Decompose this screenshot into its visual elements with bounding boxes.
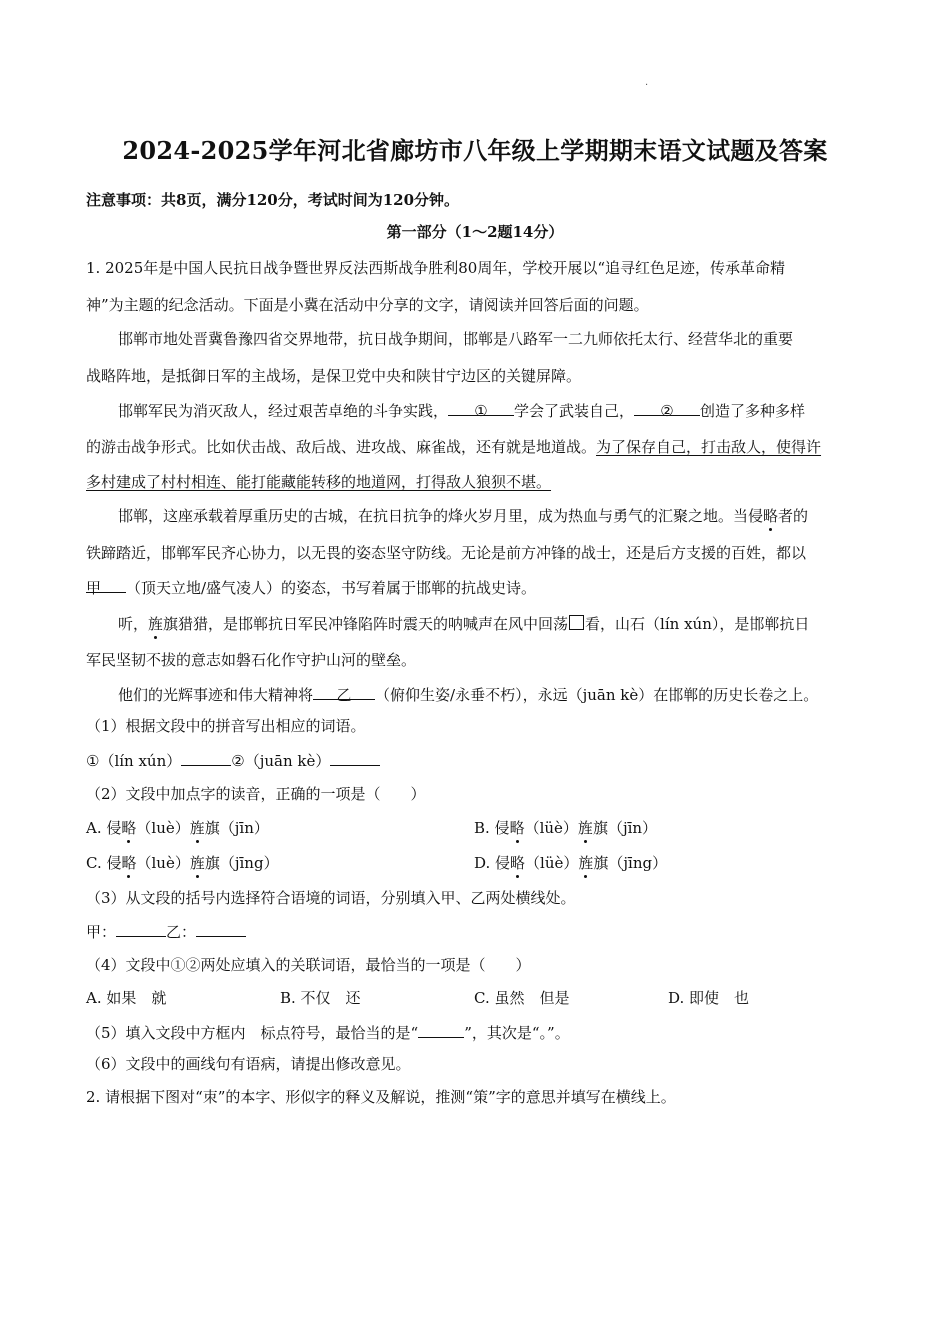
- dotted-char-jing: 旌: [148, 615, 164, 633]
- subq-2: （2）文段中加点字的读音，正确的一项是（ ）: [86, 785, 426, 803]
- subq-2-option-b: B. 侵略（lüè）旌旗（jīn）: [474, 819, 658, 837]
- passage-p3-line1: 邯郸，这座承载着厚重历史的古城，在抗日抗争的烽火岁月里，成为热血与勇气的汇聚之地。当侵略者的: [118, 507, 809, 525]
- page-title: 2024-2025学年河北省廊坊市八年级上学期期末语文试题及答案: [122, 136, 828, 165]
- passage-p2-line1: 邯郸军民为消灭敌人，经过艰苦卓绝的斗争实践， ① 学会了武装自己， ② 创造了多种多样: [118, 402, 806, 420]
- passage-p2-line2: 的游击战争形式。比如伏击战、敌后战、进攻战、麻雀战，还有就是地道战。为了保存自己，打击敌人，使得许: [86, 438, 822, 456]
- subq-4-option-a: A. 如果 就: [86, 989, 167, 1007]
- blank-2: ②: [634, 401, 700, 416]
- q2-prompt: 2. 请根据下图对“朿”的本字、形似字的释义及解说，推测“策”字的意思并填写在横线上。: [86, 1088, 676, 1106]
- header-mark: .: [645, 77, 649, 88]
- passage-p3-line2: 铁蹄踏近，邯郸军民齐心协力，以无畏的姿态坚守防线。无论是前方冲锋的战士，还是后方支援的百姓，都以: [86, 544, 807, 562]
- subq-2-option-c: C. 侵略（luè）旌旗（jīng）: [86, 854, 279, 872]
- blank-1: ①: [448, 401, 514, 416]
- part-heading: 第一部分（1～2题14分）: [386, 223, 564, 241]
- underlined-sentence-part2: 多村建成了村村相连、能打能藏能转移的地道网，打得敌人狼狈不堪。: [86, 473, 552, 491]
- passage-p2-line3: [86, 472, 551, 492]
- answer-blank-yi: [196, 922, 246, 937]
- q1-intro-line1: 1. 2025年是中国人民抗日战争暨世界反法西斯战争胜利80周年，学校开展以“追寻红色足迹，传承革命精: [86, 259, 786, 277]
- dotted-char-lue: 略: [763, 507, 779, 525]
- subq-6: （6）文段中的画线句有语病，请提出修改意见。: [86, 1055, 411, 1073]
- notice: 注意事项：共8页，满分120分，考试时间为120分钟。: [86, 191, 460, 209]
- subq-4-option-d: D. 即使 也: [668, 989, 750, 1007]
- punctuation-box: [569, 615, 584, 630]
- answer-blank-punctuation: [418, 1023, 464, 1038]
- passage-p4-line2: 军民坚韧不拔的意志如磐石化作守护山河的壁垒。: [86, 651, 417, 669]
- subq-5: （5）填入文段中方框内 标点符号，最恰当的是“ ”，其次是“。”。: [86, 1024, 570, 1042]
- subq-2-option-a: A. 侵略（luè）旌旗（jīn）: [86, 819, 269, 837]
- subq-1: （1）根据文段中的拼音写出相应的词语。: [86, 717, 366, 735]
- blank-yi: 乙: [313, 685, 375, 700]
- blank-jia: 甲: [86, 578, 126, 593]
- answer-blank-jia: [116, 922, 166, 937]
- passage-p1-line2: 战略阵地，是抵御日军的主战场，是保卫党中央和陕甘宁边区的关键屏障。: [86, 367, 582, 385]
- subq-4-option-b: B. 不仅 还: [280, 989, 361, 1007]
- subq-1-answers: ①（lín xún） ②（juān kè）: [86, 751, 380, 771]
- underlined-sentence-part1: 为了保存自己，打击敌人，使得许: [596, 438, 822, 456]
- subq-3: （3）从文段的括号内选择符合语境的词语，分别填入甲、乙两处横线处。: [86, 889, 576, 907]
- subq-4: （4）文段中①②两处应填入的关联词语，最恰当的一项是（ ）: [86, 956, 531, 974]
- passage-p3-line3: 甲 （顶天立地/盛气凌人）的姿态，书写着属于邯郸的抗战史诗。: [86, 579, 537, 597]
- subq-4-option-c: C. 虽然 但是: [474, 989, 570, 1007]
- answer-blank-juanke: [330, 751, 380, 766]
- q1-intro-line2: 神”为主题的纪念活动。下面是小冀在活动中分享的文字，请阅读并回答后面的问题。: [86, 296, 649, 314]
- passage-p4-line1: 听，旌旗猎猎，是邯郸抗日军民冲锋陷阵时震天的呐喊声在风中回荡 看，山石（lín xún），是邯郸抗日: [118, 615, 810, 633]
- passage-p5-line1: 他们的光辉事迹和伟大精神将 乙 （俯仰生姿/永垂不朽），永远（juān kè）在邯郸的历史长卷之上。: [118, 686, 819, 704]
- answer-blank-linxun: [181, 751, 231, 766]
- subq-2-option-d: D. 侵略（lüè）旌旗（jīng）: [474, 854, 668, 872]
- passage-p1-line1: 邯郸市地处晋冀鲁豫四省交界地带，抗日战争期间，邯郸是八路军一二九师依托太行、经营华北的重要: [118, 330, 794, 348]
- subq-3-answers: 甲： 乙：: [86, 922, 246, 942]
